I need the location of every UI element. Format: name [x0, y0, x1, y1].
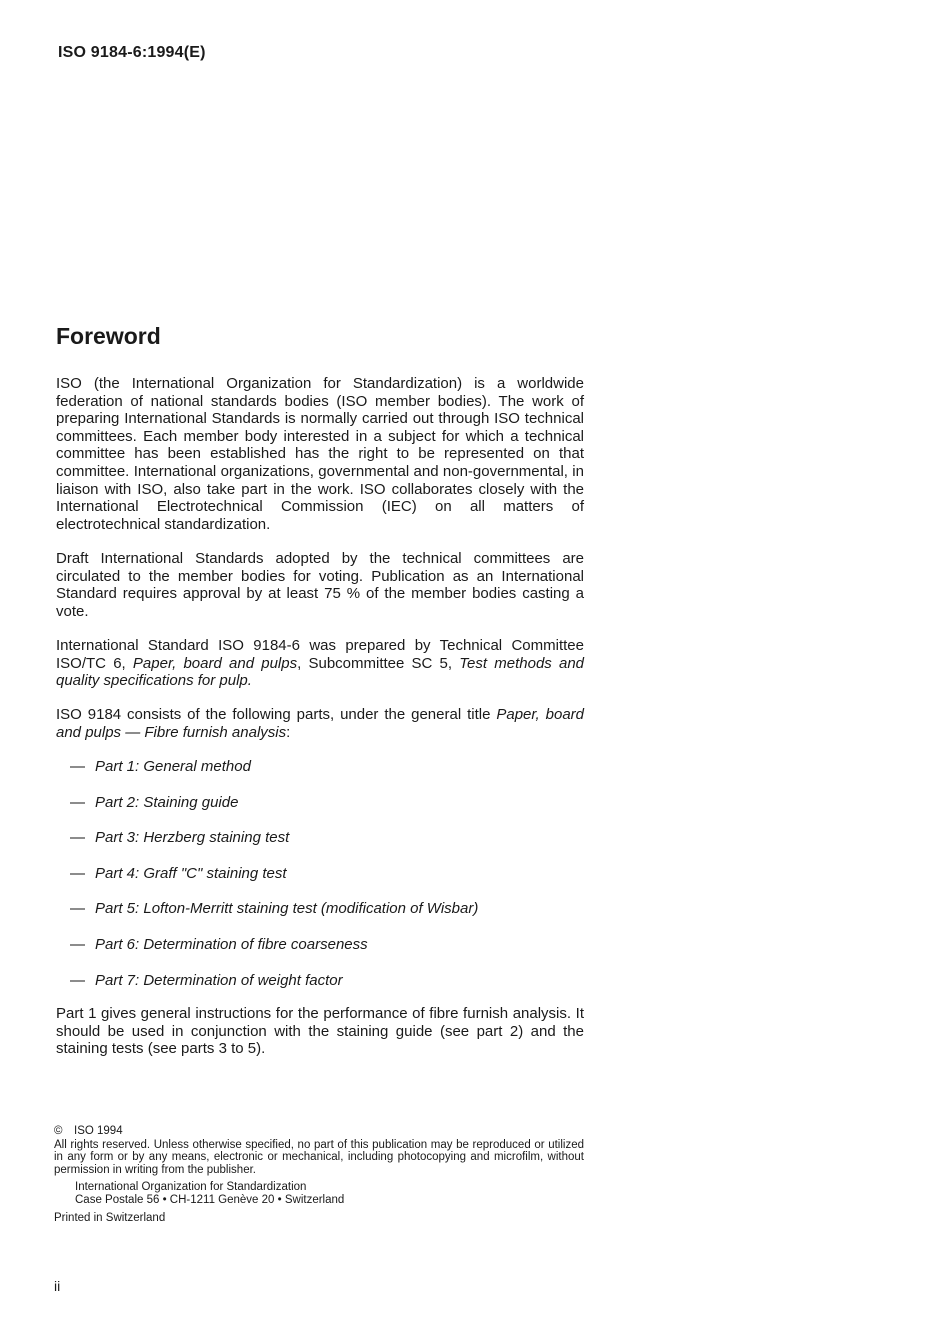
page-title: Foreword: [56, 323, 161, 349]
p4-text-c: :: [286, 723, 291, 741]
part-title: Part 2: Staining guide: [95, 793, 239, 811]
foreword-paragraph-1: ISO (the International Organization for Standardization) is a worldwide federation of national standards bodies (ISO member bodies). The work of preparing International Standards is normally carried out through ISO technical committees. Each member body interested in a subject for which a technical committee has been established has the right to be represented on that committee. International organizations, governmental and non-governmental, in liaison with ISO, also take part in the work. ISO collaborates closely with the International Electrotechnical Commission (IEC) on all matters of electrotechnical standardization.: [56, 375, 584, 533]
p3-text-c: , Subcommittee SC 5,: [297, 654, 460, 672]
list-dash: —: [70, 864, 85, 882]
list-dash: —: [70, 758, 85, 775]
p3-committee-title: Paper, board and pulps: [132, 654, 298, 672]
foreword-paragraph-4: [56, 706, 584, 741]
copyright-block: [54, 1125, 584, 1224]
list-item: [70, 936, 478, 972]
part-title: Part 5: Lofton-Merritt staining test (modification of Wisbar): [95, 900, 479, 918]
rights-statement: All rights reserved. Unless otherwise specified, no part of this publication may be reproduced or utilized in any form or by any means, electronic or mechanical, including photocopying and microfilm, without permission in writing from the publisher.: [54, 1138, 584, 1176]
publisher-postal: Case Postale 56 • CH-1211 Genève 20 • Switzerland: [75, 1193, 345, 1206]
list-dash: —: [70, 793, 85, 811]
foreword-paragraph-2: Draft International Standards adopted by the technical committees are circulated to the member bodies for voting. Publication as an International Standard requires approval by at least 75 % of the member bodies casting a vote.: [56, 550, 584, 620]
list-item: [70, 972, 478, 1008]
p3-subcommittee-title: Test methods and quality specifications for pulp.: [56, 654, 585, 690]
page-number: ii: [54, 1278, 61, 1294]
list-dash: —: [70, 935, 85, 953]
list-item: [70, 865, 478, 901]
list-dash: —: [70, 900, 85, 918]
part-title: Part 3: Herzberg staining test: [95, 829, 290, 847]
document-id: ISO 9184-6:1994(E): [58, 44, 206, 61]
copyright-icon: ©: [54, 1125, 63, 1137]
part-title: Part 6: Determination of fibre coarseness: [95, 935, 368, 953]
p3-text-a: International Standard ISO 9184-6 was prepared by Technical Committee ISO/TC 6,: [56, 637, 584, 672]
p4-general-title: Paper, board and pulps — Fibre furnish analysis: [56, 706, 584, 741]
copyright-line: [54, 1125, 584, 1138]
list-item: [70, 794, 478, 830]
parts-list: [70, 758, 478, 1007]
list-item: [70, 900, 478, 936]
part-title: Part 7: Determination of weight factor: [95, 971, 343, 989]
publisher-address: [75, 1181, 584, 1206]
part-title: Part 4: Graff "C" staining test: [95, 864, 287, 882]
publisher-name: International Organization for Standardization: [75, 1181, 307, 1194]
list-dash: —: [70, 829, 85, 847]
foreword-paragraph-5: Part 1 gives general instructions for the performance of fibre furnish analysis. It should be used in conjunction with the staining guide (see part 2) and the staining tests (see parts 3 to 5).: [56, 1005, 584, 1058]
p4-text-a: ISO 9184 consists of the following parts, under the general title: [56, 706, 497, 723]
printed-in: Printed in Switzerland: [54, 1211, 166, 1224]
part-title: Part 1: General method: [95, 758, 251, 775]
list-dash: —: [70, 971, 85, 989]
list-item: [70, 758, 478, 794]
copyright-text: ISO 1994: [74, 1125, 123, 1137]
foreword-paragraph-3: [56, 637, 584, 690]
list-item: [70, 829, 478, 865]
